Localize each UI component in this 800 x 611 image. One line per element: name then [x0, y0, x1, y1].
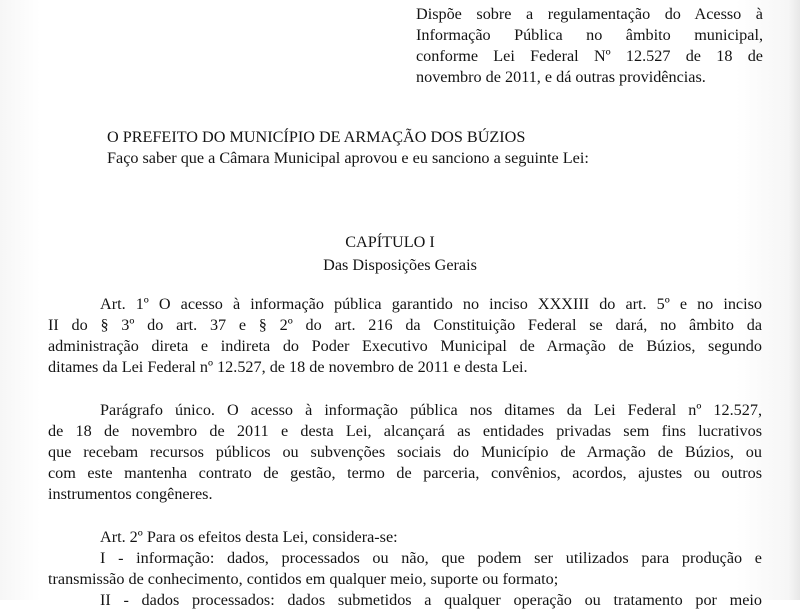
chapter-title: CAPÍTULO I — [345, 233, 435, 251]
sanction-statement: Faço saber que a Câmara Municipal aprovou e eu sanciono a seguinte Lei: — [107, 149, 589, 167]
paragraph-line: com este mantenha contrato de gestão, termo de parceria, convênios, acordos, ajustes ou outros — [48, 464, 762, 482]
article-line: Art. 1º O acesso à informação pública garantido no inciso XXXIII do art. 5º e no inciso — [100, 295, 762, 313]
article-line: II do § 3º do art. 37 e § 2º do art. 216 da Constituição Federal se dará, no âmbito da — [48, 316, 762, 334]
article-item-line: transmissão de conhecimento, contidos em qualquer meio, suporte ou formato; — [48, 570, 559, 588]
law-summary — [416, 4, 763, 88]
article-item-line: I - informação: dados, processados ou não, que podem ser utilizados para produção e — [100, 549, 762, 567]
paragraph-line: instrumentos congêneres. — [48, 485, 213, 503]
mayor-heading: O PREFEITO DO MUNICÍPIO DE ARMAÇÃO DOS BÚZIOS — [107, 128, 526, 146]
summary-line: Dispõe sobre a regulamentação do Acesso à — [416, 5, 763, 23]
single-paragraph — [48, 400, 762, 505]
paragraph-line: de 18 de novembro de 2011 e desta Lei, alcançará as entidades privadas sem fins lucrativos — [48, 422, 762, 440]
page-edge-shadow — [788, 0, 800, 600]
paragraph-line: Parágrafo único. O acesso à informação pública nos ditames da Lei Federal nº 12.527, — [100, 401, 762, 419]
preamble — [107, 127, 707, 169]
summary-line: conforme Lei Federal Nº 12.527 de 18 de — [416, 47, 763, 65]
article-2 — [48, 527, 762, 611]
summary-line: Informação Pública no âmbito municipal, — [416, 26, 763, 44]
summary-line: novembro de 2011, e dá outras providências. — [416, 68, 706, 86]
article-line: ditames da Lei Federal nº 12.527, de 18 de novembro de 2011 e desta Lei. — [48, 358, 528, 376]
chapter-subtitle: Das Disposições Gerais — [323, 256, 477, 274]
article-line: administração direta e indireta do Poder Executivo Municipal de Armação de Búzios, segundo — [48, 337, 762, 355]
paragraph-line: que recebam recursos públicos ou subvenções sociais do Município de Armação de Búzios, ou — [48, 443, 762, 461]
article-1 — [48, 294, 762, 378]
article-line: Art. 2º Para os efeitos desta Lei, considera-se: — [100, 528, 398, 546]
article-item-line: II - dados processados: dados submetidos a qualquer operação ou tratamento por meio — [100, 591, 762, 609]
